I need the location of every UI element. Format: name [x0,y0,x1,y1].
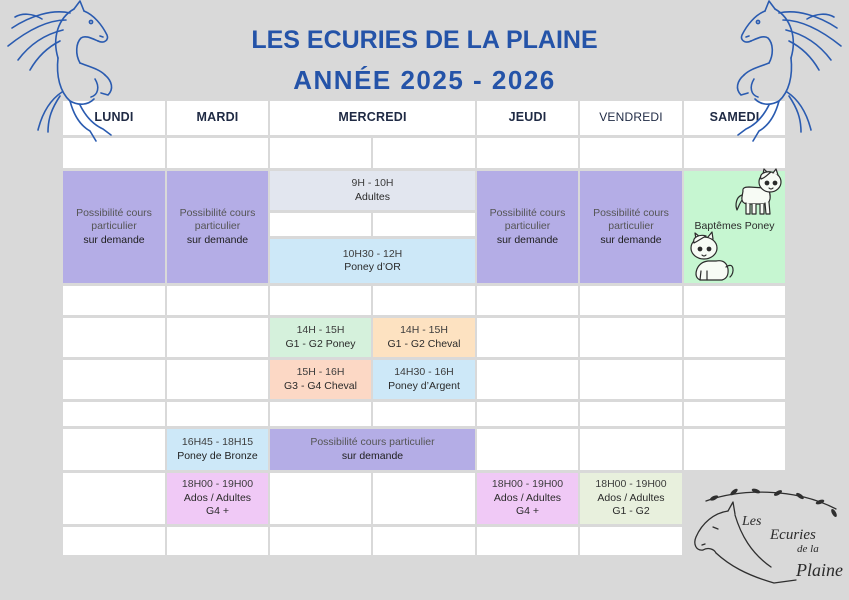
session-label: Baptêmes Poney [694,220,775,233]
session-level: G4 + [515,505,540,518]
session-time: 18H00 - 19H00 [181,478,254,491]
empty-cell [580,318,682,357]
empty-cell [373,473,475,524]
session-mercredi-poney-or [270,239,475,283]
empty-cell [477,318,578,357]
empty-cell [373,402,475,426]
day-header-mercredi: MERCREDI [270,101,475,135]
empty-cell [270,138,371,168]
empty-cell [63,138,165,168]
season-subtitle: ANNÉE 2025 - 2026 [293,65,556,95]
logo-text: Plaine [796,560,843,580]
empty-cell [684,360,785,399]
empty-cell [63,527,165,555]
empty-cell [373,527,475,555]
session-time: 18H00 - 19H00 [595,478,667,491]
empty-cell [580,429,682,470]
session-label: G1 - G2 Cheval [387,337,461,350]
session-time: 14H30 - 16H [394,366,454,378]
empty-cell [63,360,165,399]
empty-cell [580,286,682,315]
session-mercredi-g3-g4-cheval [270,360,371,399]
empty-cell [63,318,165,357]
day-header-vendredi: VENDREDI [580,101,682,135]
session-time: 16H45 - 18H15 [181,436,254,448]
empty-cell [684,286,785,315]
session-mercredi-g1-g2-poney [270,318,371,357]
empty-cell [580,402,682,426]
session-text: Possibilité cours particulier [310,436,435,448]
empty-cell [270,286,371,315]
empty-cell [167,360,268,399]
empty-cell [684,402,785,426]
session-vendredi-ados-adultes [580,473,682,524]
session-text: sur demande [600,233,662,246]
session-mercredi-adultes [270,171,475,210]
session-text: Possibilité cours particulier [593,206,669,233]
empty-cell [270,402,371,426]
session-jeudi-ados-adultes [477,473,578,524]
empty-cell [684,318,785,357]
session-mardi-cours-particulier [167,171,268,283]
session-text: sur demande [341,449,404,462]
session-text: sur demande [83,233,145,246]
session-time: 14H - 15H [400,324,448,336]
empty-cell [167,527,268,555]
empty-cell [373,286,475,315]
page-title: LES ECURIES DE LA PLAINE [251,26,598,54]
day-header-mardi: MARDI [167,101,268,135]
empty-cell [477,286,578,315]
session-text: sur demande [186,233,249,246]
session-label: Adultes [354,190,391,203]
empty-cell [63,473,165,524]
empty-cell [270,473,371,524]
session-level: G1 - G2 [612,505,650,518]
session-time: 14H - 15H [296,324,345,336]
session-time: 10H30 - 12H [342,247,403,260]
horse-head-logo-icon [684,487,849,590]
logo-text: Ecuries [770,527,816,543]
session-label: G1 - G2 Poney [285,337,356,350]
session-mercredi-poney-argent [373,360,475,399]
logo-text: de la [797,543,819,555]
session-jeudi-cours-particulier [477,171,578,283]
session-mercredi-cours-particulier [270,429,475,470]
session-label: G3 - G4 Cheval [284,379,357,392]
empty-cell [63,402,165,426]
session-vendredi-cours-particulier [580,171,682,283]
empty-cell [580,138,682,168]
session-label: Ados / Adultes [597,491,665,504]
empty-cell [477,527,578,555]
empty-cell [477,360,578,399]
empty-cell [373,213,475,236]
session-text: Possibilité cours particulier [179,206,256,233]
empty-cell [684,138,785,168]
empty-cell [270,213,371,236]
empty-cell [684,429,785,470]
session-label: Poney d’Argent [388,379,460,392]
session-samedi-baptemes-poney [684,171,785,283]
empty-cell [167,318,268,357]
empty-cell [63,429,165,470]
session-lundi-cours-particulier [63,171,165,283]
empty-cell [477,138,578,168]
logo-text: Les [742,514,762,529]
session-text: sur demande [496,233,559,246]
empty-cell [167,286,268,315]
session-time: 9H - 10H [351,177,394,189]
session-text: Possibilité cours particulier [489,206,566,233]
session-label: Poney de Bronze [177,449,258,462]
session-mercredi-g1-g2-cheval [373,318,475,357]
session-label: Ados / Adultes [183,491,252,504]
session-label: Ados / Adultes [493,491,562,504]
day-header-jeudi: JEUDI [477,101,578,135]
empty-cell [580,527,682,555]
empty-cell [477,429,578,470]
session-level: G4 + [205,505,230,518]
empty-cell [270,527,371,555]
empty-cell [373,138,475,168]
empty-cell [477,402,578,426]
day-header-lundi: LUNDI [63,101,165,135]
empty-cell [580,360,682,399]
empty-cell [167,138,268,168]
empty-cell [63,286,165,315]
session-mardi-ados-adultes [167,473,268,524]
session-mardi-poney-bronze [167,429,268,470]
session-text: Possibilité cours particulier [76,206,152,233]
session-label: Poney d’OR [344,261,401,273]
empty-cell [167,402,268,426]
session-time: 15H - 16H [296,366,345,378]
session-time: 18H00 - 19H00 [491,478,564,491]
day-header-samedi: SAMEDI [684,101,785,135]
